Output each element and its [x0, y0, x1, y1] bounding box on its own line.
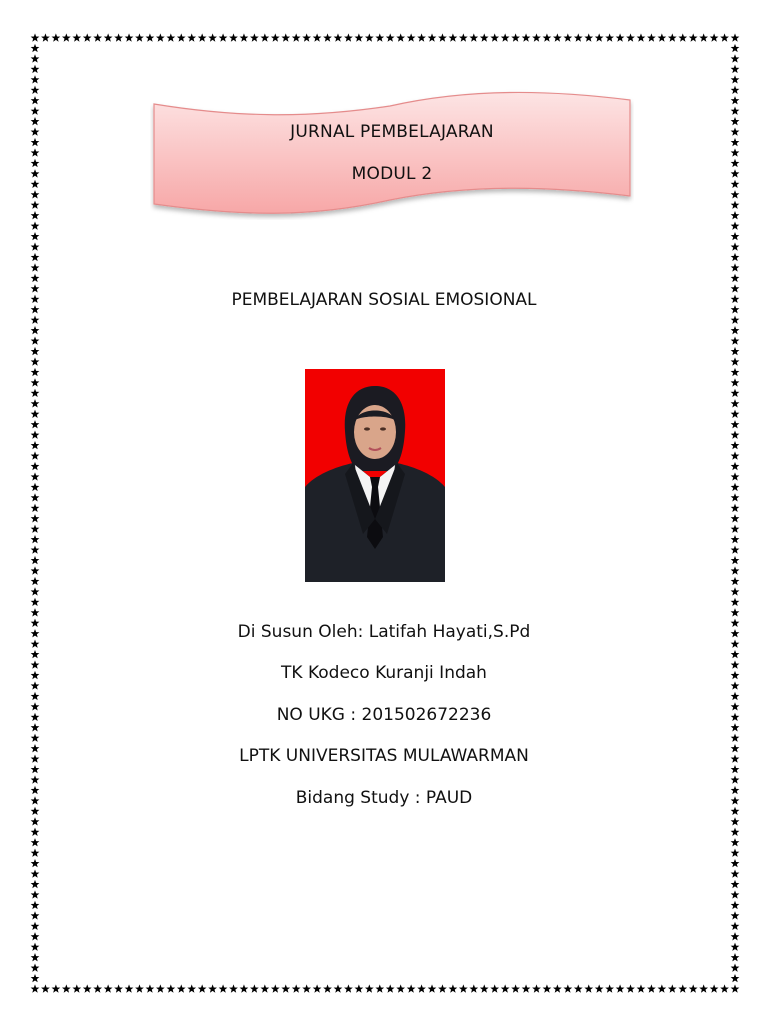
- lptk-line: LPTK UNIVERSITAS MULAWARMAN: [239, 746, 529, 766]
- wave-banner-shape: [150, 88, 634, 220]
- title-banner: [150, 88, 634, 220]
- field-of-study-line: Bidang Study : PAUD: [295, 788, 473, 808]
- portrait-photo-icon: [305, 369, 445, 582]
- banner-module: MODUL 2: [351, 164, 433, 184]
- school-line: TK Kodeco Kuranji Indah: [281, 663, 487, 683]
- ukg-number-line: NO UKG : 201502672236: [276, 705, 492, 725]
- banner-title: JURNAL PEMBELAJARAN: [290, 122, 494, 142]
- subtitle: PEMBELAJARAN SOSIAL EMOSIONAL: [231, 290, 537, 310]
- author-line: Di Susun Oleh: Latifah Hayati,S.Pd: [237, 622, 531, 642]
- portrait-photo: [305, 369, 445, 582]
